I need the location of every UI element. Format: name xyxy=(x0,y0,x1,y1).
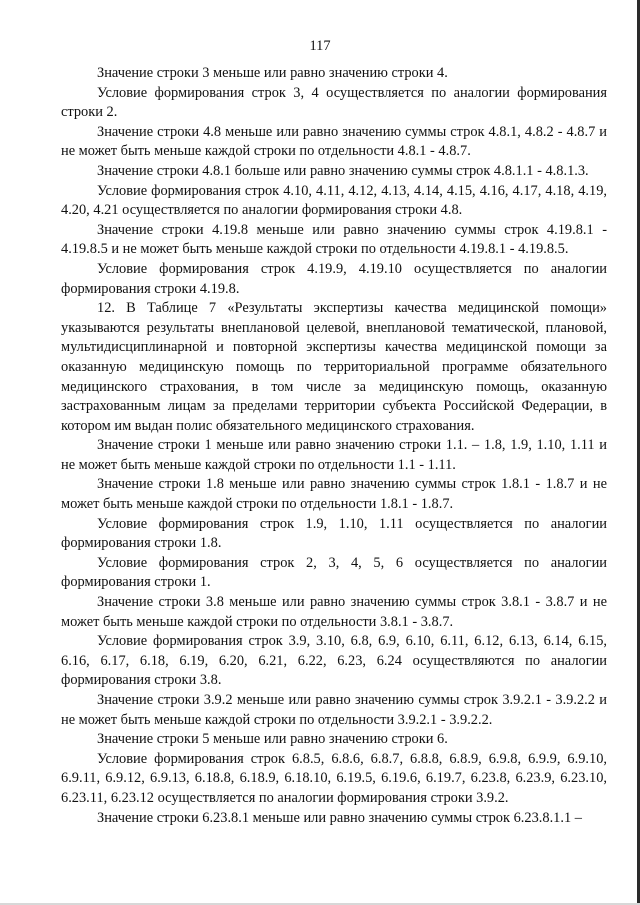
paragraph: Условие формирования строк 2, 3, 4, 5, 6 осуществляется по аналогии формирования строки 1. xyxy=(61,554,607,591)
paragraph: Условие формирования строк 1.9, 1.10, 1.11 осуществляется по аналогии формирования строки 1.8. xyxy=(61,515,607,552)
paragraph: 12. В Таблице 7 «Результаты экспертизы качества медицинской помощи» указываются результаты внеплановой целевой, внеплановой тематической, плановой, мультидисциплинарной и повторной экспертизы качества медицинской помощи за оказанную медицинскую помощь по территориальной программе обязательного медицинского страхования, в том числе за медицинскую помощь, оказанную застрахованным лицам за пределами территории субъекта Российской Федерации, в котором им выдан полис обязательного медицинского страхования. xyxy=(61,300,607,434)
document-body xyxy=(61,64,607,828)
paragraph: Значение строки 3.9.2 меньше или равно значению суммы строк 3.9.2.1 - 3.9.2.2 и не может быть меньше каждой строки по отдельности 3.9.2.1 - 3.9.2.2. xyxy=(61,692,607,728)
paragraph: Условие формирования строк 4.10, 4.11, 4.12, 4.13, 4.14, 4.15, 4.16, 4.17, 4.18, 4.19, 4.20, 4.21 осуществляется по аналогии формирования строки 4.8. xyxy=(61,182,607,219)
paragraph: Значение строки 6.23.8.1 меньше или равно значению суммы строк 6.23.8.1.1 – xyxy=(97,809,582,826)
paragraph: Значение строки 1.8 меньше или равно значению суммы строк 1.8.1 - 1.8.7 и не может быть меньше каждой строки по отдельности 1.8.1 - 1.8.7. xyxy=(61,476,607,513)
paragraph: Условие формирования строк 3, 4 осуществляется по аналогии формирования строки 2. xyxy=(61,84,607,121)
paragraph: Условие формирования строк 3.9, 3.10, 6.8, 6.9, 6.10, 6.11, 6.12, 6.13, 6.14, 6.15, 6.16, 6.17, 6.18, 6.19, 6.20, 6.21, 6.22, 6.23, 6.24 осуществляются по аналогии формирования строки 3.8. xyxy=(61,633,607,689)
paragraph: Значение строки 5 меньше или равно значению строки 6. xyxy=(97,731,448,748)
paragraph: Значение строки 4.8.1 больше или равно значению суммы строк 4.8.1.1 - 4.8.1.3. xyxy=(97,162,589,179)
paragraph: Значение строки 1 меньше или равно значению строки 1.1. – 1.8, 1.9, 1.10, 1.11 и не может быть меньше каждой строки по отдельности 1.1 - 1.11. xyxy=(61,437,607,473)
paragraph: Значение строки 3.8 меньше или равно значению суммы строк 3.8.1 - 3.8.7 и не может быть меньше каждой строки по отдельности 3.8.1 - 3.8.7. xyxy=(61,594,607,630)
paragraph: Условие формирования строк 4.19.9, 4.19.10 осуществляется по аналогии формирования строки 4.19.8. xyxy=(61,260,607,297)
paragraph: Значение строки 4.8 меньше или равно значению суммы строк 4.8.1, 4.8.2 - 4.8.7 и не может быть меньше каждой строки по отдельности 4.8.1 - 4.8.7. xyxy=(61,123,607,160)
paragraph: Условие формирования строк 6.8.5, 6.8.6, 6.8.7, 6.8.8, 6.8.9, 6.9.8, 6.9.9, 6.9.10, 6.9.11, 6.9.12, 6.9.13, 6.18.8, 6.18.9, 6.18.10, 6.19.5, 6.19.6, 6.19.7, 6.23.8, 6.23.9, 6.23.10, 6.23.11, 6.23.12 осуществляется по аналогии формирования строки 3.9.2. xyxy=(61,750,607,806)
paragraph: Значение строки 3 меньше или равно значению строки 4. xyxy=(97,65,448,81)
paragraph: Значение строки 4.19.8 меньше или равно значению суммы строк 4.19.8.1 - 4.19.8.5 и не может быть меньше каждой строки по отдельности 4.19.8.1 - 4.19.8.5. xyxy=(61,221,607,258)
page-number: 117 xyxy=(309,38,331,54)
